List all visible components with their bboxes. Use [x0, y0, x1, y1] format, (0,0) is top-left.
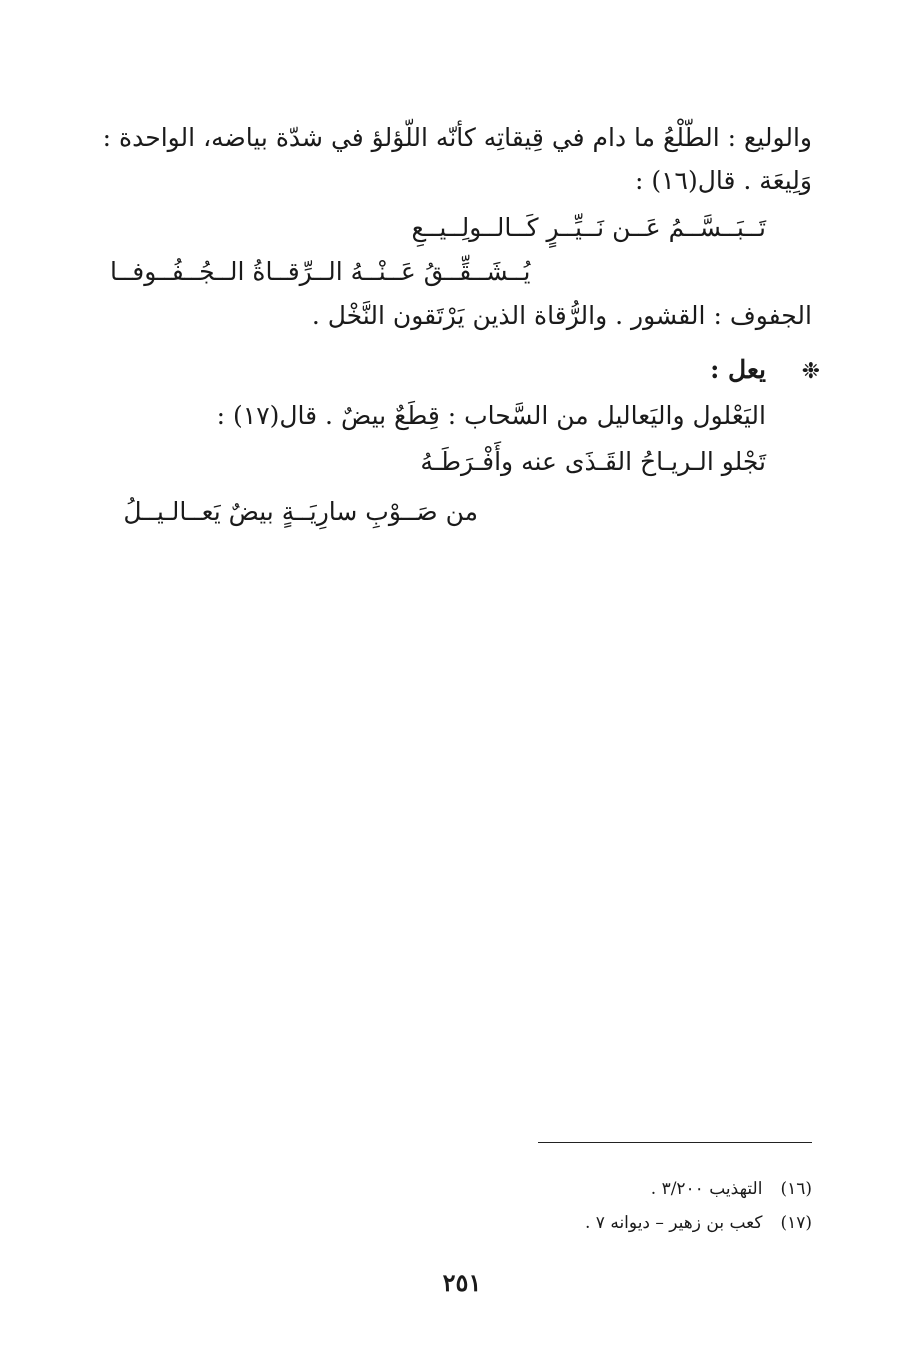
entry-heading: يعل : [710, 355, 766, 384]
footnote-text: كعب بن زهير – ديوانه ٧ . [584, 1213, 763, 1233]
footnote-16 [651, 1176, 812, 1202]
verse-1-hemistich-1: تَــبَــسَّــمُ عَــن نَــيِّــرٍ كَــالــولِــيــعِ [411, 213, 766, 242]
page-number: ٢٥١ [442, 1268, 482, 1297]
footnote-17 [585, 1210, 812, 1236]
verse-2-hemistich-2: من صَــوْبِ سارِيَــةٍ بيضٌ يَعــالـيــلُ [123, 497, 478, 526]
footnote-text: التهذيب ٣/٢٠٠ . [650, 1179, 763, 1199]
footnote-number: (١٦) [780, 1179, 812, 1199]
verse-1-hemistich-2: يُــشَــقِّــقُ عَــنْــهُ الــرِّقــاةُ الــجُــفُــوفــا [110, 257, 531, 286]
entry-text: اليَعْلول واليَعاليل من السَّحاب : قِطَعٌ بيضٌ . قال(١٧) : [216, 401, 766, 430]
footnote-divider [538, 1142, 812, 1143]
verse-2-hemistich-1: تَجْلو الـريـاحُ القَـذَى عنه وأَفْـرَطَـهُ [420, 447, 766, 476]
entry-star-marker: ❉ [801, 359, 820, 384]
footnote-number: (١٧) [780, 1213, 812, 1233]
gloss-line: الجفوف : القشور . والرُّقاة الذين يَرْتَقون النَّخْل . [311, 301, 812, 330]
paragraph-line-2: وَلِيعَة . قال(١٦) : [634, 166, 812, 195]
paragraph-line-1: والوليع : الطّلْعُ ما دام في قِيقاتِه كأنّه اللّؤلؤ في شدّة بياضه، الواحدة : [102, 123, 812, 152]
